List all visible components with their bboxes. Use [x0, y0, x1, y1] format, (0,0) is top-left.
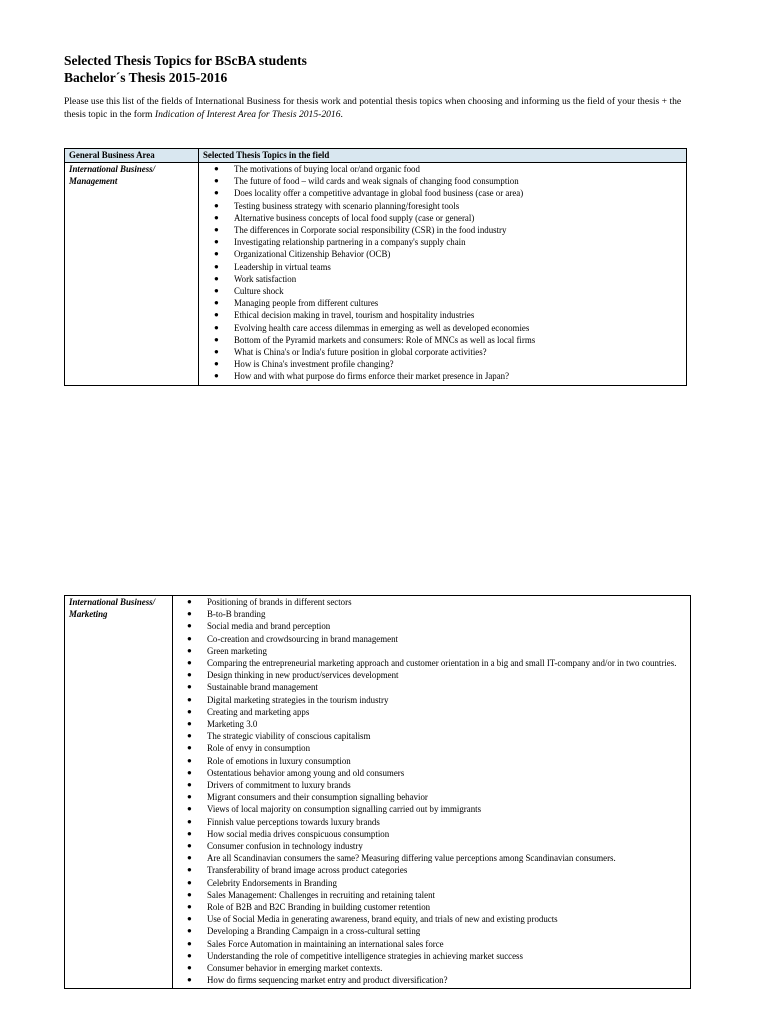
bullet-icon: ● [214, 359, 219, 369]
list-item [173, 803, 690, 815]
bullet-icon: ● [187, 926, 192, 936]
list-item [199, 261, 686, 273]
topic-text: Migrant consumers and their consumption signalling behavior [207, 792, 428, 803]
topic-text: Sustainable brand management [207, 682, 318, 693]
list-item [173, 742, 690, 754]
bullet-icon: ● [187, 938, 192, 948]
list-item [173, 620, 690, 632]
bullet-icon: ● [214, 322, 219, 332]
list-item [173, 974, 690, 986]
bullet-icon: ● [187, 975, 192, 985]
topic-text: Evolving health care access dilemmas in emerging as well as developed economies [234, 322, 530, 333]
bullet-icon: ● [187, 963, 192, 973]
topic-text: Alternative business concepts of local food supply (case or general) [234, 212, 475, 223]
topic-text: Are all Scandinavian consumers the same? Measuring differing value perceptions among Scandinavian consumers. [207, 853, 616, 864]
topic-text: Consumer confusion in technology industry [207, 841, 363, 852]
topic-text: Culture shock [234, 286, 284, 297]
list-item [199, 309, 686, 321]
list-item [173, 913, 690, 925]
topics-list-marketing [173, 596, 690, 987]
bullet-icon: ● [214, 273, 219, 283]
bullet-icon: ● [214, 176, 219, 186]
bullet-icon: ● [214, 188, 219, 198]
list-item [173, 852, 690, 864]
topics-cell [199, 163, 687, 386]
list-item [173, 791, 690, 803]
topic-text: Drivers of commitment to luxury brands [207, 780, 351, 791]
list-item [199, 346, 686, 358]
topic-text: What is China's or India's future position in global corporate activities? [234, 347, 487, 358]
bullet-icon: ● [187, 816, 192, 826]
list-item [199, 370, 686, 382]
bullet-icon: ● [187, 865, 192, 875]
list-item [173, 779, 690, 791]
list-item [199, 175, 686, 187]
bullet-icon: ● [187, 633, 192, 643]
list-item [173, 864, 690, 876]
list-item [199, 224, 686, 236]
topic-text: The differences in Corporate social responsibility (CSR) in the food industry [234, 225, 507, 236]
bullet-icon: ● [214, 261, 219, 271]
topic-text: Does locality offer a competitive advantage in global food business (case or area) [234, 188, 524, 199]
topic-text: The motivations of buying local or/and organic food [234, 164, 420, 174]
list-item [173, 633, 690, 645]
intro-form-name: Indication of Interest Area for Thesis 2015-2016 [154, 109, 341, 120]
bullet-icon: ● [187, 743, 192, 753]
list-item [199, 212, 686, 224]
topic-text: Marketing 3.0 [207, 719, 258, 730]
list-item [199, 285, 686, 297]
list-item [173, 694, 690, 706]
topic-text: Positioning of brands in different sectors [207, 597, 352, 607]
list-item [173, 718, 690, 730]
bullet-icon: ● [214, 310, 219, 320]
topic-text: Design thinking in new product/services development [207, 670, 399, 681]
list-item [173, 681, 690, 693]
bullet-icon: ● [187, 694, 192, 704]
intro-text: Please use this list of the fields of International Business for thesis work and potential thesis topics when choosing and informing us the field of your thesis + the thesis topic in the form [64, 96, 682, 120]
intro-paragraph [64, 95, 704, 121]
intro-end: . [340, 109, 343, 120]
topic-text: Creating and marketing apps [207, 706, 310, 717]
bullet-icon: ● [187, 682, 192, 692]
bullet-icon: ● [187, 670, 192, 680]
list-item [173, 596, 690, 608]
topic-text: Ostentatious behavior among young and old consumers [207, 767, 405, 778]
bullet-icon: ● [187, 719, 192, 729]
topic-text: How and with what purpose do firms enforce their market presence in Japan? [234, 371, 510, 382]
topic-text: The future of food – wild cards and weak signals of changing food consumption [234, 176, 519, 187]
topics-list-management [199, 163, 686, 383]
topic-text: Transferability of brand image across product categories [207, 865, 408, 876]
topic-text: Role of B2B and B2C Branding in building customer retention [207, 902, 431, 913]
bullet-icon: ● [187, 902, 192, 912]
bullet-icon: ● [214, 212, 219, 222]
business-area-marketing: International Business/ Marketing [65, 596, 173, 989]
bullet-icon: ● [187, 658, 192, 668]
bullet-icon: ● [214, 334, 219, 344]
header-business-area: General Business Area [65, 149, 199, 163]
topic-text: Green marketing [207, 645, 267, 656]
table-header-row [65, 149, 687, 163]
list-item [199, 297, 686, 309]
topic-text: Organizational Citizenship Behavior (OCB) [234, 249, 391, 260]
topic-text: How social media drives conspicuous consumption [207, 828, 390, 839]
list-item [173, 889, 690, 901]
bullet-icon: ● [187, 889, 192, 899]
topic-text: Consumer behavior in emerging market contexts. [207, 963, 383, 974]
bullet-icon: ● [187, 609, 192, 619]
list-item [199, 163, 686, 175]
list-item [173, 767, 690, 779]
list-item [199, 200, 686, 212]
topic-text: B-to-B branding [207, 609, 266, 620]
topic-text: Understanding the role of competitive intelligence strategies in achieving market success [207, 950, 523, 961]
list-item [173, 669, 690, 681]
topic-text: Social media and brand perception [207, 621, 331, 632]
bullet-icon: ● [214, 298, 219, 308]
list-item [173, 877, 690, 889]
business-area-management: International Business/ Management [65, 163, 199, 386]
bullet-icon: ● [187, 621, 192, 631]
topic-text: Role of envy in consumption [207, 743, 311, 754]
topic-text: Celebrity Endorsements in Branding [207, 877, 337, 888]
bullet-icon: ● [214, 347, 219, 357]
bullet-icon: ● [214, 371, 219, 381]
bullet-icon: ● [187, 780, 192, 790]
topic-text: Leadership in virtual teams [234, 261, 331, 272]
topic-text: How is China's investment profile changing? [234, 359, 394, 370]
bullet-icon: ● [187, 767, 192, 777]
list-item [173, 645, 690, 657]
list-item [199, 273, 686, 285]
list-item [199, 236, 686, 248]
list-item [199, 358, 686, 370]
topic-text: Sales Force Automation in maintaining an international sales force [207, 938, 444, 949]
bullet-icon: ● [214, 164, 219, 173]
topic-text: Developing a Branding Campaign in a cross-cultural setting [207, 926, 421, 937]
list-item [173, 730, 690, 742]
bullet-icon: ● [187, 731, 192, 741]
list-item [173, 816, 690, 828]
topic-text: Work satisfaction [234, 273, 297, 284]
list-item [173, 657, 690, 669]
topic-text: Role of emotions in luxury consumption [207, 755, 351, 766]
topic-text: Views of local majority on consumption signalling carried out by immigrants [207, 804, 482, 815]
list-item [173, 706, 690, 718]
topics-cell [173, 596, 691, 989]
topic-text: Finnish value perceptions towards luxury brands [207, 816, 380, 827]
list-item [173, 901, 690, 913]
bullet-icon: ● [187, 877, 192, 887]
bullet-icon: ● [187, 645, 192, 655]
list-item [199, 248, 686, 260]
list-item [173, 608, 690, 620]
topic-text: Managing people from different cultures [234, 298, 379, 309]
topic-text: The strategic viability of conscious capitalism [207, 731, 371, 742]
list-item [199, 187, 686, 199]
topic-text: Ethical decision making in travel, tourism and hospitality industries [234, 310, 475, 321]
list-item [173, 925, 690, 937]
management-topics-table [64, 148, 687, 386]
bullet-icon: ● [214, 225, 219, 235]
bullet-icon: ● [214, 286, 219, 296]
list-item [173, 962, 690, 974]
document-title: Selected Thesis Topics for BScBA students [64, 53, 307, 68]
bullet-icon: ● [187, 853, 192, 863]
list-item [173, 755, 690, 767]
bullet-icon: ● [187, 792, 192, 802]
table-row [65, 596, 691, 989]
topic-text: Digital marketing strategies in the tourism industry [207, 694, 389, 705]
bullet-icon: ● [187, 841, 192, 851]
topic-text: Sales Management: Challenges in recruiting and retaining talent [207, 889, 435, 900]
topic-text: Co-creation and crowdsourcing in brand management [207, 633, 398, 644]
bullet-icon: ● [214, 200, 219, 210]
list-item [199, 322, 686, 334]
bullet-icon: ● [187, 828, 192, 838]
list-item [173, 828, 690, 840]
list-item [199, 334, 686, 346]
bullet-icon: ● [187, 804, 192, 814]
bullet-icon: ● [214, 237, 219, 247]
topic-text: Use of Social Media in generating awareness, brand equity, and trials of new and existing products [207, 914, 558, 925]
header-thesis-topics: Selected Thesis Topics in the field [199, 149, 687, 163]
list-item [173, 840, 690, 852]
topic-text: How do firms sequencing market entry and product diversification? [207, 975, 448, 986]
topic-text: Comparing the entrepreneurial marketing approach and customer orientation in a big and small IT-company and/or in two countries. [207, 658, 677, 669]
list-item [173, 950, 690, 962]
topic-text: Testing business strategy with scenario planning/foresight tools [234, 200, 460, 211]
bullet-icon: ● [187, 755, 192, 765]
topic-text: Investigating relationship partnering in a company's supply chain [234, 237, 466, 248]
bullet-icon: ● [187, 706, 192, 716]
table-row [65, 163, 687, 386]
bullet-icon: ● [187, 914, 192, 924]
topic-text: Bottom of the Pyramid markets and consumers: Role of MNCs as well as local firms [234, 334, 536, 345]
bullet-icon: ● [187, 597, 192, 606]
bullet-icon: ● [187, 950, 192, 960]
document-subtitle: Bachelor´s Thesis 2015-2016 [64, 70, 228, 85]
list-item [173, 938, 690, 950]
marketing-topics-table [64, 595, 691, 989]
bullet-icon: ● [214, 249, 219, 259]
